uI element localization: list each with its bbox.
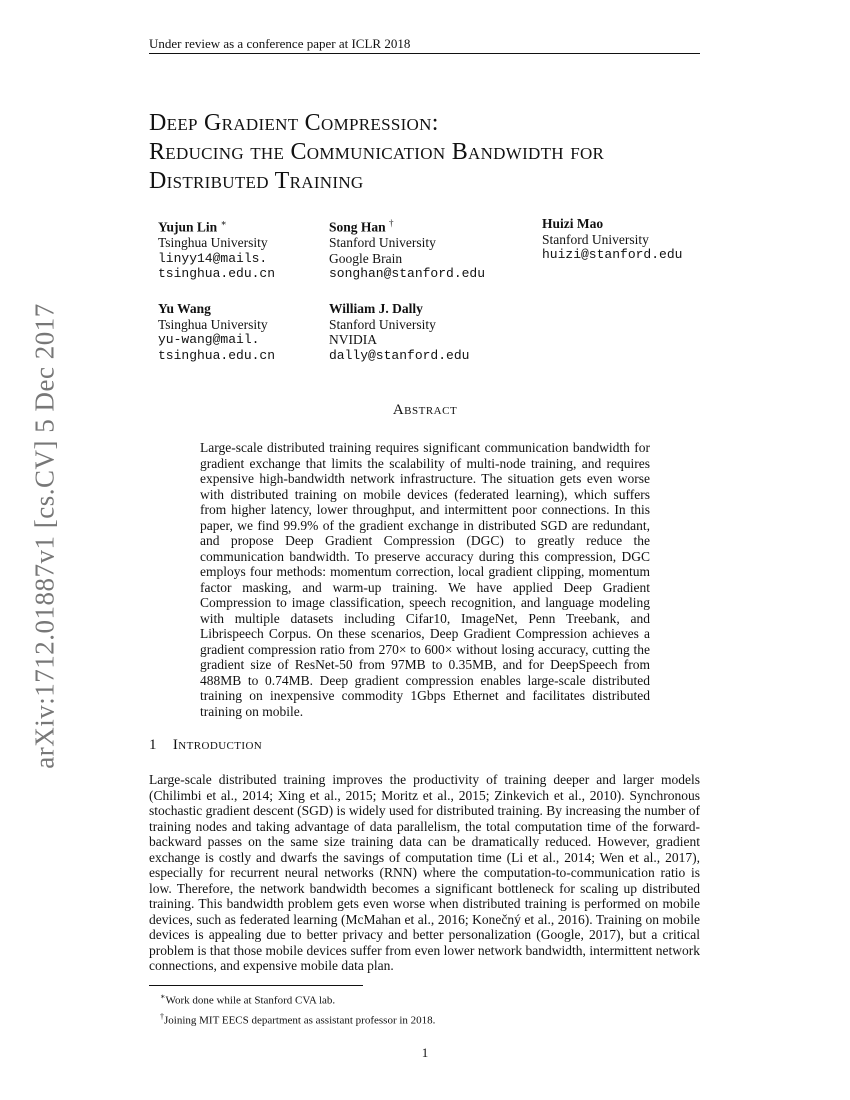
author-affiliation: Tsinghua University bbox=[158, 316, 268, 332]
author-affiliation-secondary: Google Brain bbox=[329, 250, 403, 266]
author-name: Yujun Lin bbox=[158, 219, 218, 235]
arxiv-stamp: arXiv:1712.01887v1 [cs.CV] 5 Dec 2017 bbox=[29, 303, 60, 769]
title-line-1: Deep Gradient Compression: bbox=[149, 110, 439, 136]
author-name: Song Han bbox=[329, 219, 386, 235]
section-title: Introduction bbox=[172, 737, 263, 753]
author-email: yu-wang@mail. bbox=[158, 332, 260, 347]
author-mark: ∗ bbox=[220, 218, 227, 228]
author-affiliation: Stanford University bbox=[329, 316, 436, 332]
footnote-text: Work done while at Stanford CVA lab. bbox=[165, 994, 336, 1007]
footnote-mark: ∗ bbox=[160, 992, 166, 1001]
author-block bbox=[329, 216, 485, 282]
footnote bbox=[160, 989, 435, 1009]
author-email-continued: tsinghua.edu.cn bbox=[158, 347, 276, 363]
author-name: Huizi Mao bbox=[542, 216, 604, 231]
section-number: 1 bbox=[149, 737, 157, 753]
author-block bbox=[158, 216, 275, 282]
page-number: 1 bbox=[421, 1045, 429, 1060]
author-email: songhan@stanford.edu bbox=[329, 266, 486, 281]
footnote-mark: † bbox=[160, 1011, 164, 1021]
author-email: huizi@stanford.edu bbox=[542, 247, 683, 262]
title-line-3: Distributed Training bbox=[149, 168, 364, 194]
author-mark: † bbox=[389, 218, 394, 228]
title-line-2: Reducing the Communication Bandwidth for bbox=[149, 139, 605, 165]
author-affiliation-secondary: NVIDIA bbox=[329, 332, 377, 347]
author-block bbox=[158, 301, 275, 363]
abstract-body: Large-scale distributed training requires significant communication bandwidth for gradient exchange that limits the scalability of multi-node training, and requires expensive high-bandwidth network infrastructure. The situation gets even worse with distributed training on mobile devices (federated learning), which suffers from higher latency, lower throughput, and intermittent poor connections. In this paper, we find 99.9% of the gradient exchange in distributed SGD are redundant, and propose Deep Gradient Compression (DGC) to greatly reduce the communication bandwidth. To preserve accuracy during this compression, DGC employs four methods: momentum correction, local gradient clipping, momentum factor masking, and warm-up training. We have applied Deep Gradient Compression to image classification, speech recognition, and language modeling with multiple datasets including Cifar10, ImageNet, Penn Treebank, and Librispeech Corpus. On these scenarios, Deep Gradient Compression achieves a gradient compression ratio from 270× to 600× without losing accuracy, cutting the gradient size of ResNet-50 from 97MB to 0.35MB, and for DeepSpeech from 488MB to 0.74MB. Deep gradient compression enables large-scale distributed training on inexpensive commodity 1Gbps Ethernet and facilitates distributed training on mobile. bbox=[200, 440, 650, 719]
author-affiliation: Tsinghua University bbox=[158, 235, 268, 250]
section-heading bbox=[149, 737, 262, 754]
author-block bbox=[542, 216, 682, 263]
author-name: William J. Dally bbox=[329, 301, 423, 316]
author-email: dally@stanford.edu bbox=[329, 347, 470, 363]
running-header: Under review as a conference paper at ICLR 2018 bbox=[149, 36, 411, 51]
author-block bbox=[329, 301, 469, 363]
author-email: linyy14@mails. bbox=[158, 250, 268, 266]
footnotes bbox=[160, 989, 435, 1028]
author-affiliation: Stanford University bbox=[329, 235, 436, 250]
footnote-text: Joining MIT EECS department as assistant professor in 2018. bbox=[164, 1014, 436, 1027]
abstract-heading: Abstract bbox=[392, 402, 458, 418]
author-email-continued: tsinghua.edu.cn bbox=[158, 266, 276, 281]
introduction-body: Large-scale distributed training improves the productivity of training deeper and larger models (Chilimbi et al., 2014; Xing et al., 2015; Moritz et al., 2015; Zinkevich et al., 2010). Synchronous stochastic gradient descent (SGD) is widely used for distributed training. By increasing the number of training nodes and taking advantage of data parallelism, the total computation time of the forward-backward passes on the same size training data can be dramatically reduced. However, gradient exchange is costly and dwarfs the savings of computation time (Li et al., 2014; Wen et al., 2017), especially for recurrent neural networks (RNN) where the computation-to-communication ratio is low. Therefore, the network bandwidth becomes a significant bottleneck for scaling up distributed training. This bandwidth problem gets even worse when distributed training is performed on mobile devices, such as federated learning (McMahan et al., 2016; Konečný et al., 2016). Training on mobile devices is appealing due to better privacy and better personalization (Google, 2017), but a critical problem is that those mobile devices suffer from even lower network bandwidth, intermittent network connections, and expensive mobile data plan. bbox=[149, 772, 700, 973]
footnote bbox=[160, 1009, 435, 1029]
author-name: Yu Wang bbox=[158, 301, 211, 316]
author-affiliation: Stanford University bbox=[542, 231, 649, 247]
header-rule bbox=[149, 53, 700, 54]
paper-title bbox=[149, 109, 709, 196]
footnote-rule bbox=[149, 985, 363, 986]
